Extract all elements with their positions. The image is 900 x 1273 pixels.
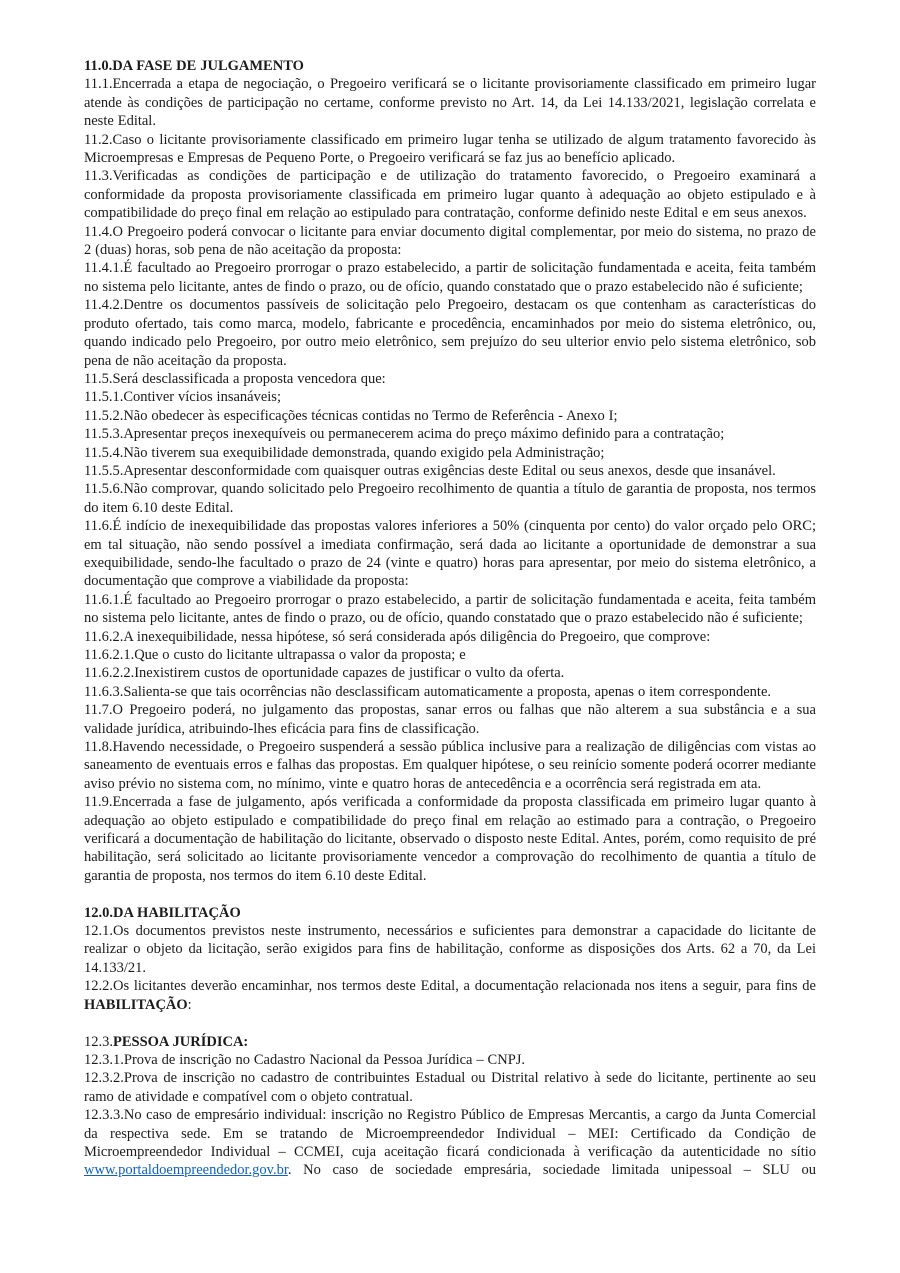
paragraph: 11.7.O Pregoeiro poderá, no julgamento das propostas, sanar erros ou falhas que não alterem a sua substância e a sua validade jurídica, atribuindo-lhes eficácia para fins de classificação. [84,702,816,737]
bold-text-run: PESSOA JURÍDICA: [113,1033,249,1050]
text-run: 12.3.3.No caso de empresário individual: inscrição no Registro Público de Empresas Mercantis, a cargo da Junta Comercial da respectiva sede. Em se tratando de Microempreendedor Individual – MEI: Certificado da Condição de Microempreendedor Individual – CCMEI, cuja aceitação ficará condicionada à verificação da autenticidade no sítio [84,1107,816,1160]
paragraph: 11.5.2.Não obedecer às especificações técnicas contidas no Termo de Referência - Anexo I; [84,407,618,424]
paragraph: 11.5.Será desclassificada a proposta vencedora que: [84,370,386,387]
paragraph: 11.8.Havendo necessidade, o Pregoeiro suspenderá a sessão pública inclusive para a realização de diligências com vistas ao saneamento de eventuais erros e falhas das propostas. Em qualquer hipótese, o seu reinício somente poderá ocorrer mediante aviso prévio no sistema com, no mínimo, vinte e quatro horas de antecedência e a ocorrência será registrada em ata. [84,739,816,792]
bold-text-run: HABILITAÇÃO [84,996,188,1013]
paragraph: 11.2.Caso o licitante provisoriamente classificado em primeiro lugar tenha se utilizado de algum tratamento favorecido às Microempresas e Empresas de Pequeno Porte, o Pregoeiro verificará se faz jus ao benefício aplicado. [84,131,816,167]
paragraph: 12.1.Os documentos previstos neste instrumento, necessários e suficientes para demonstrar a capacidade do licitante de realizar o objeto da licitação, serão exigidos para fins de habilitação, conforme as disposições dos Arts. 62 a 70, da Lei 14.133/21. [84,923,816,976]
paragraph: 11.5.1.Contiver vícios insanáveis; [84,389,281,406]
blank-line [84,1014,816,1032]
text-run: 12.3. [84,1033,113,1050]
paragraph: 11.5.3.Apresentar preços inexequíveis ou permanecerem acima do preço máximo definido para a contratação; [84,426,725,443]
paragraph [84,1033,816,1051]
paragraph: 12.3.2.Prova de inscrição no cadastro de contribuintes Estadual ou Distrital relativo à sede do licitante, pertinente ao seu ramo de atividade e compatível com o objeto contratual. [84,1070,816,1105]
paragraph: 11.6.2.2.Inexistirem custos de oportunidade capazes de justificar o vulto da oferta. [84,665,565,682]
paragraph: 11.5.4.Não tiverem sua exequibilidade demonstrada, quando exigido pela Administração; [84,444,605,461]
blank-line [84,885,816,903]
paragraph: 11.6.É indício de inexequibilidade das propostas valores inferiores a 50% (cinquenta por cento) do valor orçado pelo ORC; em tal situação, não sendo possível a imediata confirmação, será dada ao licitante a oportunidade de demonstrar a sua exequibilidade, sendo-lhe facultado o prazo de 24 (vinte e quatro) horas para apresentar, por meio do sistema eletrônico, a documentação que comprove a viabilidade da proposta: [84,518,816,590]
section-heading: 11.0.DA FASE DE JULGAMENTO [84,58,304,74]
portal-empreendedor-link[interactable]: www.portaldoempreendedor.gov.br [84,1162,288,1179]
paragraph: 11.6.3.Salienta-se que tais ocorrências não desclassificam automaticamente a proposta, apenas o item correspondente. [84,683,772,700]
text-run: 12.2.Os licitantes deverão encaminhar, nos termos deste Edital, a documentação relacionada nos itens a seguir, para fins de [84,978,816,995]
document-content [84,57,816,1180]
paragraph: 11.5.6.Não comprovar, quando solicitado pelo Pregoeiro recolhimento de quantia a título de garantia de proposta, nos termos do item 6.10 deste Edital. [84,481,816,516]
paragraph: 11.5.5.Apresentar desconformidade com quaisquer outras exigências deste Edital ou seus anexos, desde que insanável. [84,462,776,479]
paragraph: 11.4.2.Dentre os documentos passíveis de solicitação pelo Pregoeiro, destacam os que contenham as características do produto ofertado, tais como marca, modelo, fabricante e procedência, encaminhados por meio do sistema eletrônico, ou, quando indicado pelo Pregoeiro, por outro meio eletrônico, sem prejuízo do seu ulterior envio pelo sistema eletrônico, sob pena de não aceitação da proposta. [84,297,816,369]
text-run: : [187,996,192,1013]
paragraph: 11.4.1.É facultado ao Pregoeiro prorrogar o prazo estabelecido, a partir de solicitação fundamentada e aceita, feita também no sistema pelo licitante, antes de findo o prazo, ou de ofício, quando constatado que o prazo estabelecido não é suficiente; [84,260,816,295]
paragraph: 11.6.1.É facultado ao Pregoeiro prorrogar o prazo estabelecido, a partir de solicitação fundamentada e aceita, feita também no sistema pelo licitante, antes de findo o prazo, ou de ofício, quando constatado que o prazo estabelecido não é suficiente; [84,591,816,627]
paragraph: 11.6.2.A inexequibilidade, nessa hipótese, só será considerada após diligência do Pregoeiro, que comprove: [84,628,711,645]
paragraph: 12.3.1.Prova de inscrição no Cadastro Nacional da Pessoa Jurídica – CNPJ. [84,1051,526,1068]
paragraph: 11.1.Encerrada a etapa de negociação, o Pregoeiro verificará se o licitante provisoriamente classificado em primeiro lugar atende às condições de participação no certame, conforme previsto no Art. 14, da Lei 14.133/2021, legislação correlata e neste Edital. [84,76,816,130]
paragraph [84,977,816,1014]
paragraph: 11.9.Encerrada a fase de julgamento, após verificada a conformidade da proposta classificada em primeiro lugar quanto à adequação ao objeto estipulado e compatibilidade do preço final em relação ao estimado para a contração, o Pregoeiro verificará a documentação de habilitação do licitante, observado o disposto neste Edital. Antes, porém, como requisito de pré habilitação, será solicitado ao licitante provisoriamente vencedor a comprovação do recolhimento de quantia a título de garantia de proposta, nos termos do item 6.10 deste Edital. [84,794,816,884]
paragraph: 11.4.O Pregoeiro poderá convocar o licitante para enviar documento digital complementar, por meio do sistema, no prazo de 2 (duas) horas, sob pena de não aceitação da proposta: [84,223,816,259]
paragraph: 11.3.Verificadas as condições de participação e de utilização do tratamento favorecido, o Pregoeiro examinará a conformidade da proposta provisoriamente classificada em primeiro lugar quanto à adequação ao objeto estipulado e à compatibilidade do preço final em relação ao estipulado para contratação, conforme definido neste Edital e em seus anexos. [84,168,816,222]
paragraph [84,1106,816,1180]
section-heading: 12.0.DA HABILITAÇÃO [84,904,241,921]
paragraph: 11.6.2.1.Que o custo do licitante ultrapassa o valor da proposta; e [84,647,466,663]
text-run: . No caso de sociedade empresária, sociedade limitada unipessoal – SLU ou [287,1162,816,1179]
